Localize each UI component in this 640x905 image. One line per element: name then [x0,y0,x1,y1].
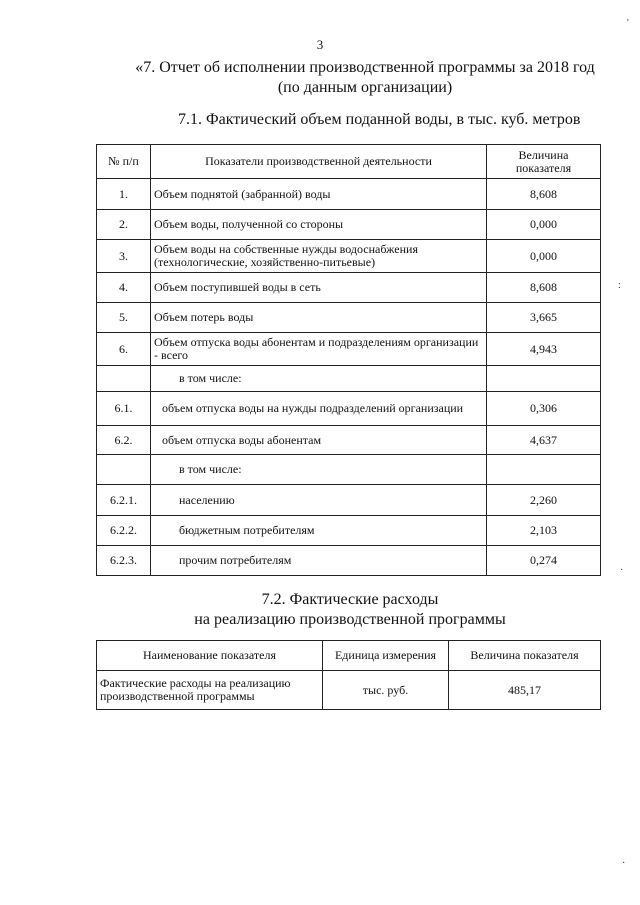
row-number: 6. [97,333,151,366]
row-label: Объем потерь воды [151,303,487,333]
row-value: 0,274 [487,546,601,576]
row-value: 0,000 [487,210,601,240]
table-row [97,426,601,455]
row-label: Фактические расходы на реализацию производственной программы [97,671,323,710]
table-row [97,303,601,333]
row-value [487,455,601,485]
row-label: Объем отпуска воды абонентам и подразделениям организации - всего [151,333,487,366]
row-value: 8,608 [487,179,601,210]
header-value: Величина показателя [487,145,601,179]
row-value: 4,943 [487,333,601,366]
row-number: 6.2.2. [97,516,151,546]
table-row [97,516,601,546]
row-number: 1. [97,179,151,210]
report-heading [130,58,600,98]
row-label: населению [151,485,487,516]
table-row [97,240,601,273]
row-value [487,366,601,392]
row-label: Объем поступившей воды в сеть [151,273,487,303]
header-unit: Единица измерения [323,641,449,671]
table-row [97,179,601,210]
row-label: прочим потребителям [151,546,487,576]
section-7-2-title-line1: 7.2. Фактические расходы [261,591,439,608]
row-value: 4,637 [487,426,601,455]
row-label: объем отпуска воды абонентам [151,426,487,455]
row-number: 6.1. [97,392,151,426]
scan-mark: ' [627,18,629,29]
expenses-table [96,640,601,710]
table-row [97,392,601,426]
report-heading-line2: (по данным организации) [277,79,453,96]
row-unit: тыс. руб. [323,671,449,710]
table-row [97,273,601,303]
row-value: 8,608 [487,273,601,303]
scan-mark: · [622,858,626,869]
table-row [97,671,601,710]
row-value: 485,17 [449,671,601,710]
row-label: Объем воды на собственные нужды водоснабжения (технологические, хозяйственно-питьевые) [151,240,487,273]
header-value: Величина показателя [449,641,601,671]
row-number [97,455,151,485]
scan-mark: : [618,280,621,291]
row-value: 2,103 [487,516,601,546]
report-heading-line1: «7. Отчет об исполнении производственной программы за 2018 год [135,59,595,76]
row-label: Объем воды, полученной со стороны [151,210,487,240]
scan-mark: · [620,565,624,576]
row-label: объем отпуска воды на нужды подразделений организации [151,392,487,426]
row-label: в том числе: [151,366,487,392]
row-value: 0,000 [487,240,601,273]
header-indicator-name: Наименование показателя [97,641,323,671]
row-number: 5. [97,303,151,333]
row-number: 6.2.1. [97,485,151,516]
header-indicator: Показатели производственной деятельности [151,145,487,179]
table-row [97,366,601,392]
table-row [97,546,601,576]
row-value: 2,260 [487,485,601,516]
table-row [97,485,601,516]
table-row [97,333,601,366]
table-header-row [97,641,601,671]
row-number [97,366,151,392]
header-number: № п/п [97,145,151,179]
section-7-1-title: 7.1. Фактический объем поданной воды, в тыс. куб. метров [178,111,581,128]
table-header-row [97,145,601,179]
row-label: бюджетным потребителям [151,516,487,546]
table-row [97,210,601,240]
row-number: 6.2.3. [97,546,151,576]
row-number: 6.2. [97,426,151,455]
row-label: Объем поднятой (забранной) воды [151,179,487,210]
section-7-2-title [100,590,600,630]
page-number: 3 [316,37,324,52]
row-number: 2. [97,210,151,240]
section-7-2-title-line2: на реализацию производственной программы [194,611,506,628]
water-volume-table [96,144,601,576]
table-row [97,455,601,485]
row-number: 4. [97,273,151,303]
row-value: 0,306 [487,392,601,426]
row-value: 3,665 [487,303,601,333]
row-label: в том числе: [151,455,487,485]
row-number: 3. [97,240,151,273]
